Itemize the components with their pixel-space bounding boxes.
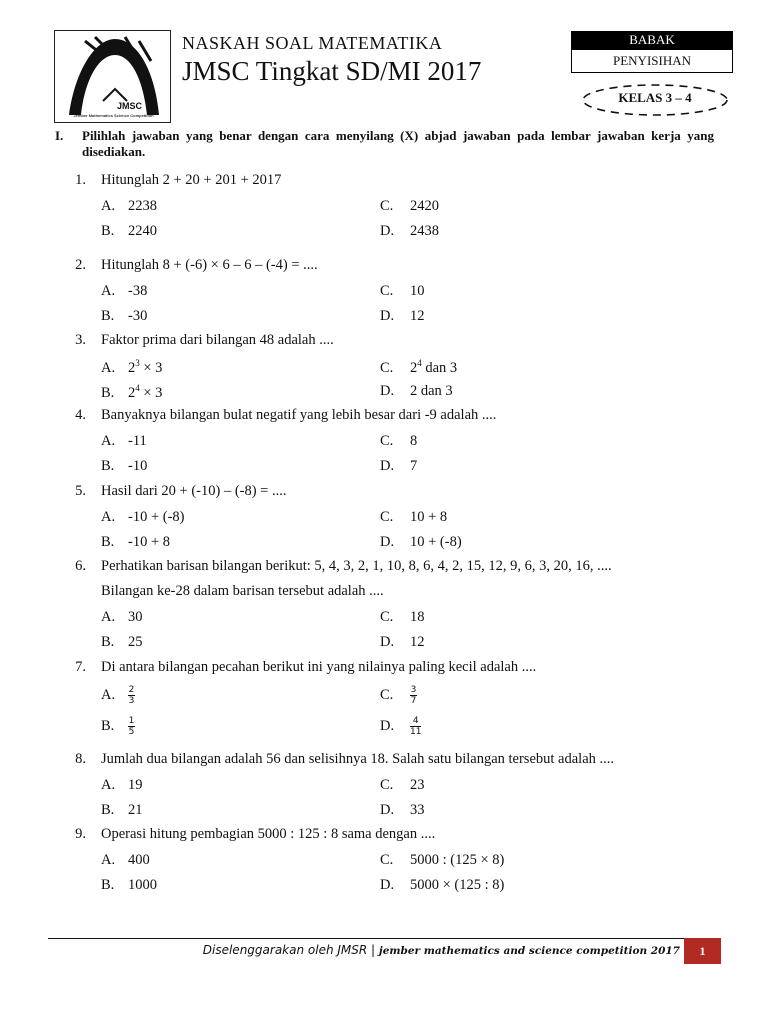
option-value: 2 dan 3 [410, 383, 453, 399]
option-d [380, 458, 417, 475]
option-value: 2238 [128, 198, 157, 214]
option-letter: B. [101, 308, 115, 324]
option-d [380, 802, 425, 819]
question-number: 5. [75, 483, 86, 499]
fraction-denominator: 11 [410, 727, 422, 737]
fraction-denominator: 5 [128, 727, 135, 737]
option-c [380, 609, 425, 626]
option-b [101, 802, 143, 819]
option-value: 10 + (-8) [410, 534, 462, 550]
power-exponent: 4 [135, 383, 140, 393]
option-letter: B. [101, 877, 115, 893]
option-rest: × 3 [139, 384, 163, 401]
question-text: Perhatikan barisan bilangan berikut: 5, 4, 3, 2, 1, 10, 8, 6, 4, 2, 15, 12, 9, 6, 3, 20, 16, .... [101, 558, 612, 574]
option-value: 8 [410, 433, 418, 449]
option-d [380, 383, 453, 400]
option-value: 400 [128, 852, 150, 868]
question-text: Faktor prima dari bilangan 48 adalah .... [101, 332, 334, 348]
option-letter: D. [380, 717, 395, 734]
logo-caption: Jember Mathematics Science Competition [73, 113, 154, 118]
option-letter: D. [380, 308, 395, 324]
option-fraction [128, 716, 135, 737]
option-letter: D. [380, 383, 395, 399]
question-text: Hitunglah 2 + 20 + 201 + 2017 [101, 172, 282, 188]
option-letter: A. [101, 433, 116, 449]
option-letter: C. [380, 509, 394, 525]
footer-event: jember mathematics and science competition 2017 [378, 945, 680, 957]
option-a [101, 358, 162, 377]
option-letter: B. [101, 717, 115, 734]
fraction-denominator: 3 [128, 696, 135, 706]
option-value: 21 [128, 802, 143, 818]
option-fraction [410, 716, 421, 737]
option-value: -30 [128, 308, 148, 324]
option-d [380, 534, 462, 551]
question-text: Hasil dari 20 + (-10) – (-8) = .... [101, 483, 287, 499]
option-value: 12 [410, 634, 425, 650]
doc-title: JMSC Tingkat SD/MI 2017 [182, 56, 482, 86]
section-number: I. [55, 128, 64, 143]
logo-text: JMSC [117, 101, 143, 111]
option-letter: A. [101, 359, 116, 376]
question-text-continued: Bilangan ke-28 dalam barisan tersebut adalah .... [101, 583, 384, 599]
option-letter: A. [101, 509, 116, 525]
option-a [101, 509, 185, 526]
question-text: Operasi hitung pembagian 5000 : 125 : 8 sama dengan .... [101, 826, 436, 842]
option-value: -10 + (-8) [128, 509, 185, 525]
question-text: Banyaknya bilangan bulat negatif yang lebih besar dari -9 adalah .... [101, 407, 497, 423]
option-letter: A. [101, 283, 116, 299]
option-letter: D. [380, 534, 395, 550]
question-number: 2. [75, 257, 86, 273]
question-number: 1. [75, 172, 86, 188]
option-value: 2420 [410, 198, 439, 214]
option-letter: A. [101, 198, 116, 214]
option-b [101, 383, 162, 402]
question-number: 8. [75, 751, 86, 767]
option-value: 30 [128, 609, 143, 625]
footer-organizer: Diselenggarakan oleh JMSR | [202, 943, 379, 957]
option-letter: A. [101, 852, 116, 868]
option-a [101, 283, 147, 300]
option-value: 7 [410, 458, 418, 474]
option-a [101, 852, 150, 869]
option-letter: C. [380, 433, 394, 449]
option-value: 10 + 8 [410, 509, 448, 525]
logo-arch-icon [55, 31, 172, 124]
footer-divider [48, 938, 684, 939]
option-b [101, 458, 147, 475]
question-number: 4. [75, 407, 86, 423]
option-value: 18 [410, 609, 425, 625]
question-number: 9. [75, 826, 86, 842]
fraction-denominator: 7 [410, 696, 417, 706]
babak-value: PENYISIHAN [571, 49, 733, 73]
option-letter: B. [101, 458, 115, 474]
question-text: Hitunglah 8 + (-6) × 6 – 6 – (-4) = .... [101, 257, 318, 273]
option-value: 2240 [128, 223, 157, 239]
option-d [380, 223, 439, 240]
option-letter: D. [380, 223, 395, 239]
option-c [380, 852, 504, 869]
option-letter: C. [380, 198, 394, 214]
section-instruction: Pilihlah jawaban yang benar dengan cara menyilang (X) abjad jawaban pada lembar jawaban kerja yang disediakan. [82, 128, 714, 159]
question-text: Jumlah dua bilangan adalah 56 dan selisihnya 18. Salah satu bilangan tersebut adalah .... [101, 751, 615, 767]
option-letter: C. [380, 852, 394, 868]
babak-label: BABAK [571, 31, 733, 49]
fraction-numerator: 1 [128, 716, 135, 726]
option-value: 2438 [410, 223, 439, 239]
option-value: -38 [128, 283, 148, 299]
option-value: 12 [410, 308, 425, 324]
option-letter: C. [380, 359, 394, 376]
option-letter: B. [101, 384, 115, 401]
option-letter: B. [101, 223, 115, 239]
fraction-numerator: 3 [410, 685, 417, 695]
option-d [380, 716, 421, 737]
option-c [380, 283, 425, 300]
kelas-label: KELAS 3 – 4 [618, 90, 692, 105]
option-letter: A. [101, 777, 116, 793]
option-d [380, 634, 425, 651]
option-letter: D. [380, 802, 395, 818]
option-c [380, 509, 447, 526]
option-letter: D. [380, 634, 395, 650]
option-fraction [128, 685, 135, 706]
question-text: Di antara bilangan pecahan berikut ini yang nilainya paling kecil adalah .... [101, 659, 537, 675]
option-value: 5000 × (125 : 8) [410, 877, 505, 893]
option-value: 25 [128, 634, 143, 650]
option-a [101, 777, 143, 794]
option-d [380, 877, 504, 894]
option-value: -11 [128, 433, 147, 449]
question-number: 6. [75, 558, 86, 574]
footer-text [200, 943, 680, 957]
jmsc-logo [54, 30, 171, 123]
option-c [380, 685, 417, 706]
option-letter: A. [101, 686, 116, 703]
doc-subtitle: NASKAH SOAL MATEMATIKA [182, 33, 443, 53]
option-value: -10 [128, 458, 148, 474]
option-letter: C. [380, 686, 394, 703]
option-value: -10 + 8 [128, 534, 171, 550]
option-fraction [410, 685, 417, 706]
option-value: 33 [410, 802, 425, 818]
option-letter: C. [380, 609, 394, 625]
option-letter: B. [101, 802, 115, 818]
option-a [101, 609, 143, 626]
power-exponent: 3 [135, 358, 140, 368]
option-letter: C. [380, 777, 394, 793]
power-base: 2 [128, 359, 136, 376]
option-c [380, 198, 439, 215]
option-b [101, 634, 143, 651]
option-letter: D. [380, 877, 395, 893]
option-a [101, 433, 147, 450]
option-letter: D. [380, 458, 395, 474]
option-c [380, 358, 457, 377]
option-value: 5000 : (125 × 8) [410, 852, 505, 868]
option-b [101, 716, 135, 737]
option-b [101, 877, 157, 894]
fraction-numerator: 2 [128, 685, 135, 695]
option-a [101, 198, 157, 215]
power-exponent: 4 [417, 358, 422, 368]
option-d [380, 308, 425, 325]
power-base: 2 [410, 359, 418, 376]
option-letter: B. [101, 534, 115, 550]
option-value: 19 [128, 777, 143, 793]
page-number: 1 [684, 938, 721, 964]
option-value: 10 [410, 283, 425, 299]
option-c [380, 433, 417, 450]
option-value: 1000 [128, 877, 157, 893]
option-letter: A. [101, 609, 116, 625]
option-rest: × 3 [139, 359, 163, 376]
option-c [380, 777, 425, 794]
power-base: 2 [128, 384, 136, 401]
option-letter: B. [101, 634, 115, 650]
option-b [101, 308, 147, 325]
option-letter: C. [380, 283, 394, 299]
option-b [101, 534, 170, 551]
option-b [101, 223, 157, 240]
question-number: 3. [75, 332, 86, 348]
option-rest: dan 3 [421, 359, 458, 376]
question-number: 7. [75, 659, 86, 675]
fraction-numerator: 4 [412, 716, 419, 726]
option-value: 23 [410, 777, 425, 793]
option-a [101, 685, 135, 706]
